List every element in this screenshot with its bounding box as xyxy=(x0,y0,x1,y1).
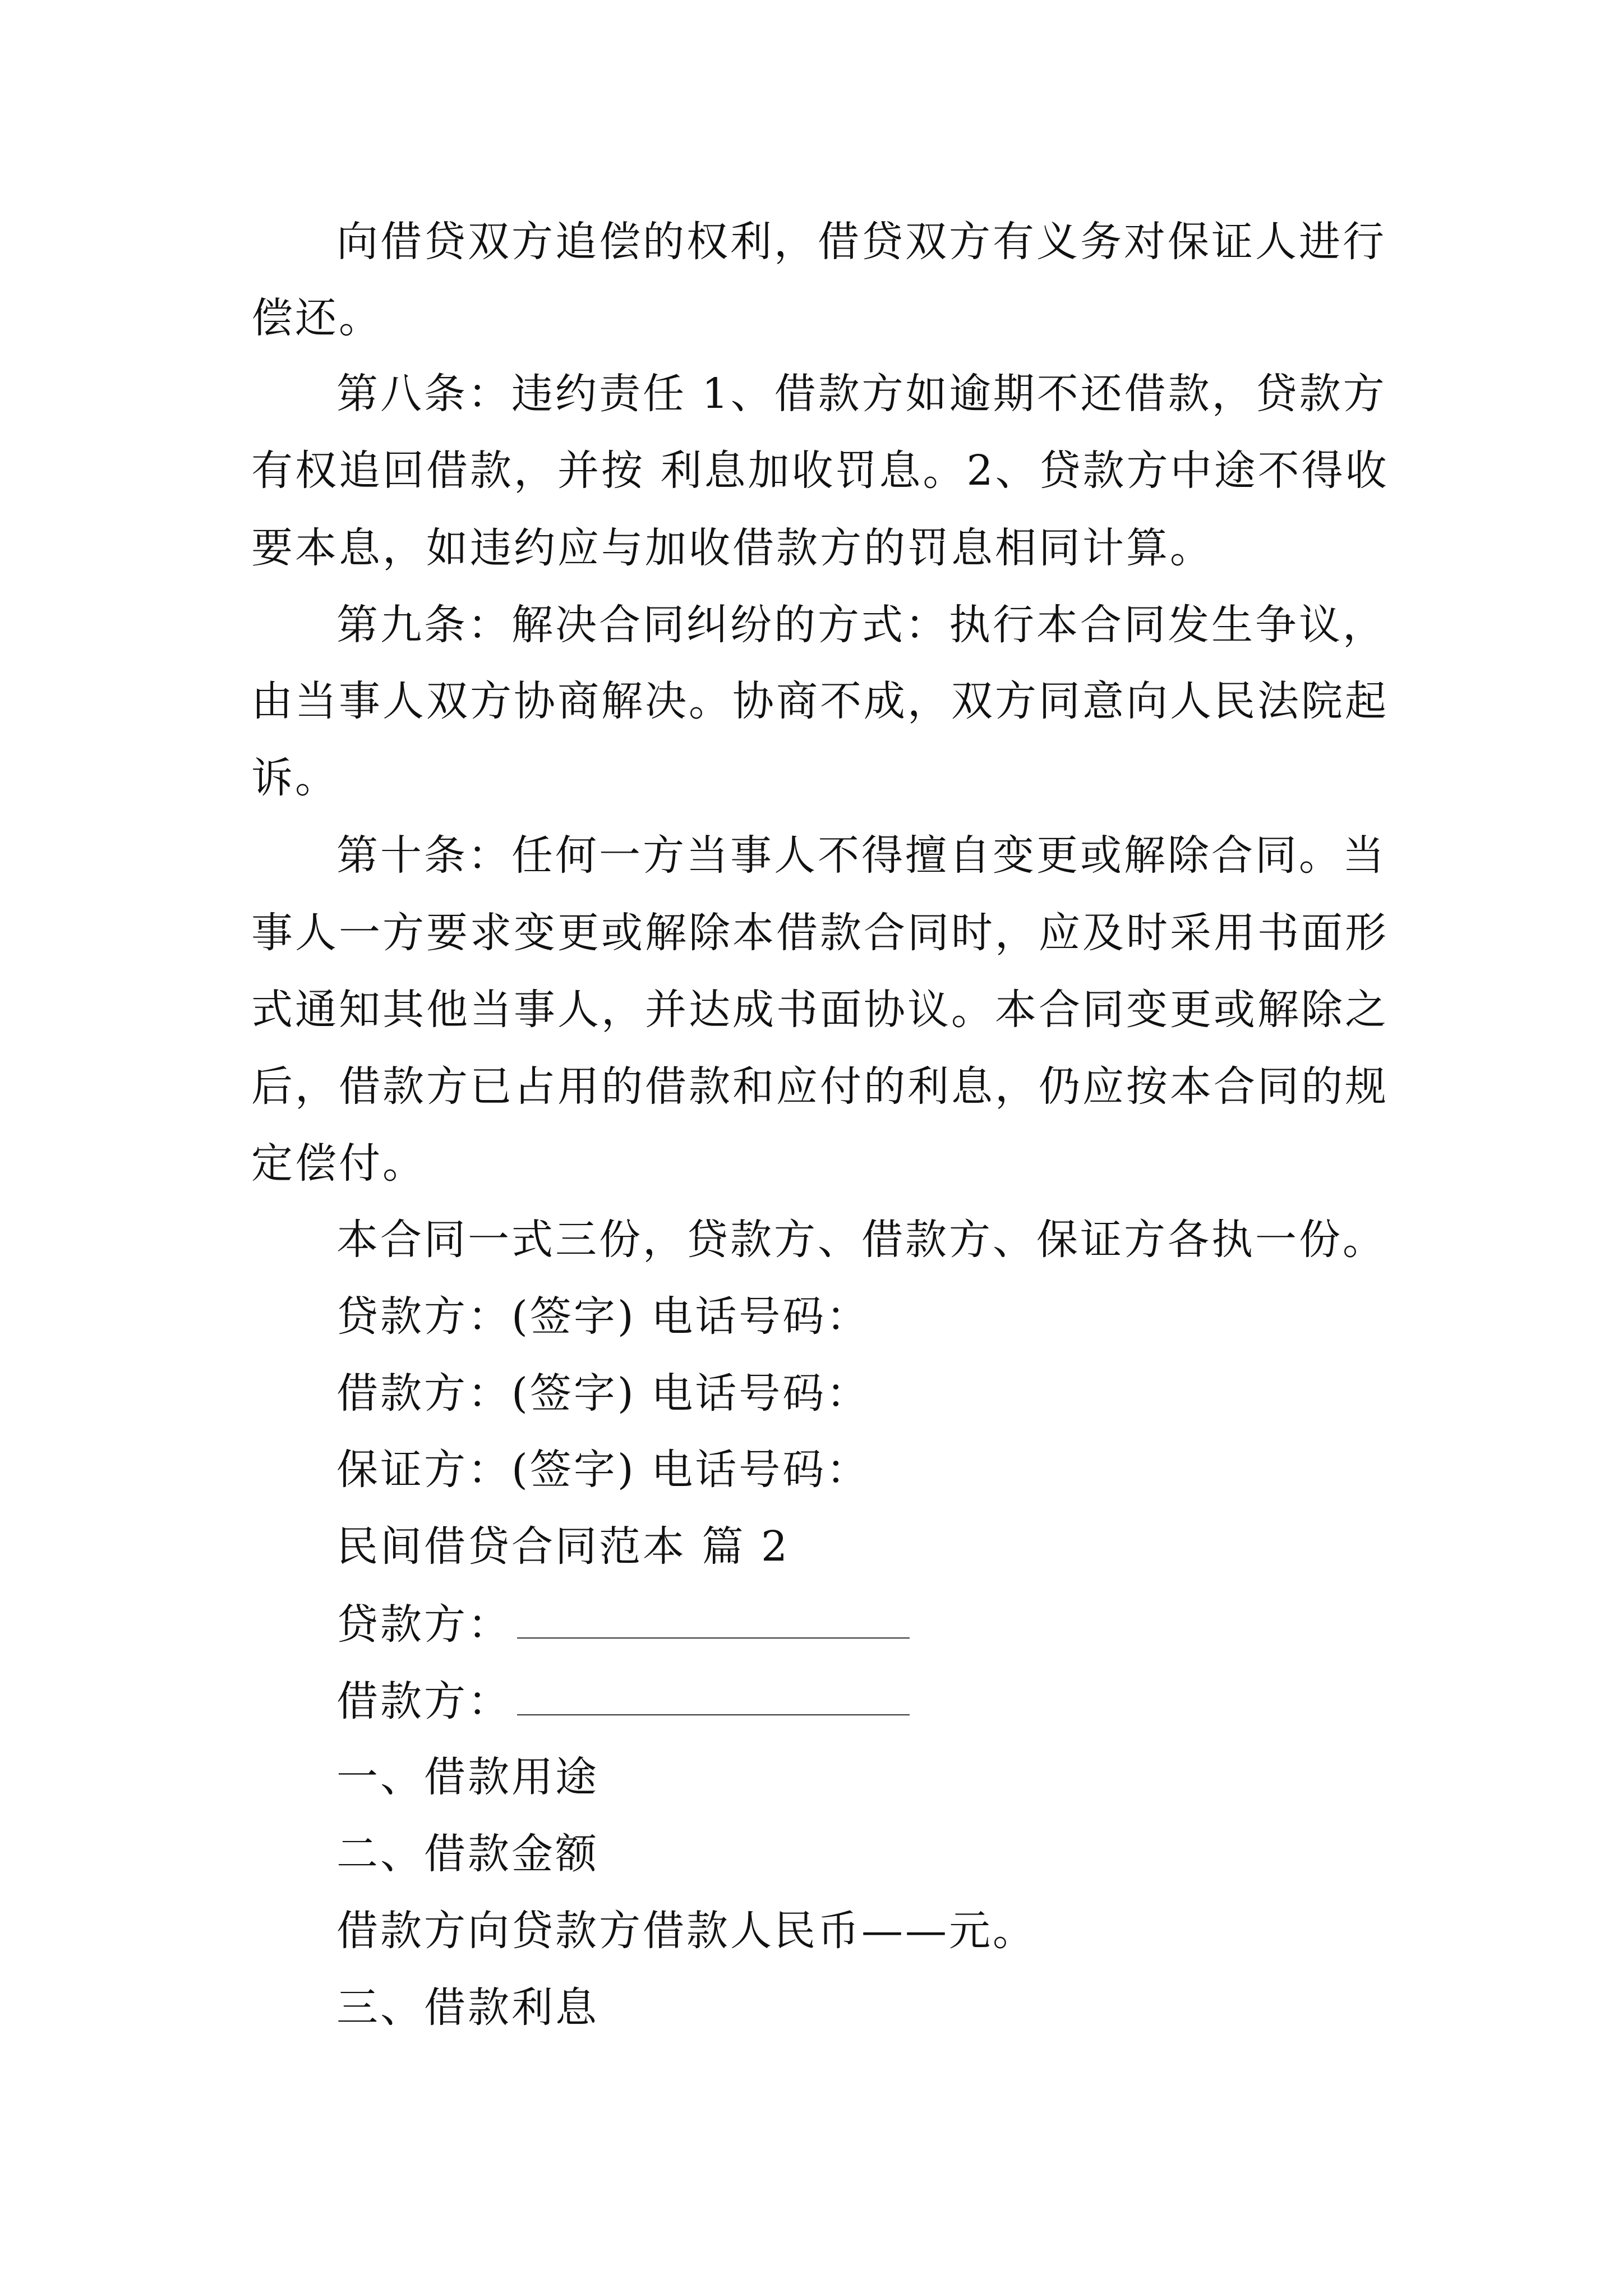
text-line: 向借贷双方追偿的权利，借贷双方有义务对保证人进行 xyxy=(336,218,1386,266)
text-line: 第八条：违约责任 1、借款方如逾期不还借款，贷款方 xyxy=(336,370,1387,418)
text-line: 定偿付。 xyxy=(251,1139,426,1188)
signature-line: 贷款方：(签字) 电话号码： xyxy=(336,1292,870,1341)
text-line: 由当事人双方协商解决。协商不成，双方同意向人民法院起 xyxy=(251,677,1389,725)
clause-heading: 一、借款用途 xyxy=(336,1753,599,1801)
text-line: 后，借款方已占用的借款和应付的利息，仍应按本合同的规 xyxy=(251,1062,1389,1111)
text-line: 诉。 xyxy=(251,754,339,802)
text-line: 有权追回借款，并按 利息加收罚息。2、贷款方中途不得收 xyxy=(251,447,1389,495)
borrower-field xyxy=(336,1677,910,1726)
text-line: 第九条：解决合同纠纷的方式：执行本合同发生争议， xyxy=(336,601,1386,649)
lender-field xyxy=(336,1600,910,1649)
text-line: 借款方向贷款方借款人民币——元。 xyxy=(336,1907,1036,1955)
text-line: 偿还。 xyxy=(251,294,382,342)
clause-heading: 三、借款利息 xyxy=(336,1984,599,2032)
field-label: 贷款方： xyxy=(336,1600,511,1649)
text-line: 要本息，如违约应与加收借款方的罚息相同计算。 xyxy=(251,524,1214,572)
fill-in-blank xyxy=(517,1680,910,1715)
fill-in-blank xyxy=(517,1603,910,1639)
text-line: 本合同一式三份，贷款方、借款方、保证方各执一份。 xyxy=(336,1216,1386,1264)
text-line: 第十条：任何一方当事人不得擅自变更或解除合同。当 xyxy=(336,831,1386,880)
signature-line: 保证方：(签字) 电话号码： xyxy=(336,1446,870,1494)
signature-line: 借款方：(签字) 电话号码： xyxy=(336,1369,870,1418)
clause-heading: 二、借款金额 xyxy=(336,1830,599,1878)
text-line: 式通知其他当事人，并达成书面协议。本合同变更或解除之 xyxy=(251,986,1389,1034)
section-heading: 民间借贷合同范本 篇 2 xyxy=(336,1522,790,1571)
field-label: 借款方： xyxy=(336,1677,511,1726)
text-line: 事人一方要求变更或解除本借款合同时，应及时采用书面形 xyxy=(251,909,1389,957)
